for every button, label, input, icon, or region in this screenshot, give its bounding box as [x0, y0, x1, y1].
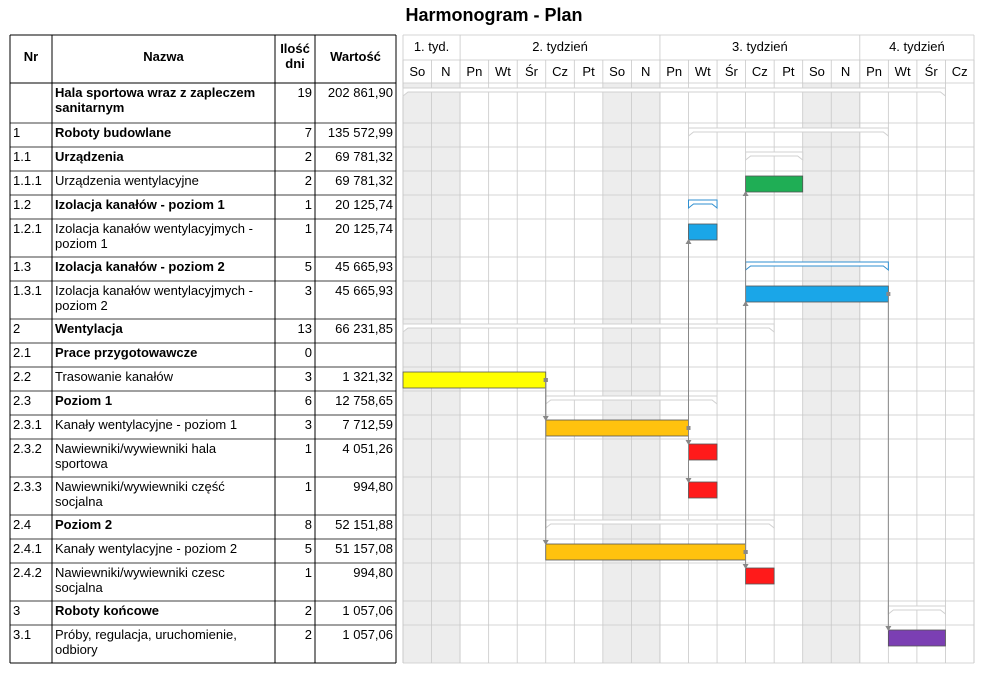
row-nr: 1.1.1: [13, 173, 42, 188]
day-label: Wt: [894, 64, 911, 79]
task-bar: [888, 630, 945, 646]
row-value: 994,80: [353, 565, 393, 580]
day-label: Wt: [494, 64, 511, 79]
dependency-arrow: [543, 540, 549, 545]
summary-bar: [888, 606, 945, 614]
header-days: Ilość dni: [280, 41, 310, 71]
header-value: Wartość: [330, 49, 381, 64]
row-days: 7: [304, 125, 312, 140]
day-label: Cz: [751, 64, 768, 79]
dependency-start: [744, 550, 748, 554]
row-value: 52 151,88: [335, 517, 393, 532]
row-days: 19: [297, 85, 312, 100]
row-days: 0: [304, 345, 312, 360]
summary-bar: [546, 396, 717, 404]
dependency-start: [886, 292, 890, 296]
summary-bar: [403, 88, 945, 96]
row-value: 69 781,32: [335, 173, 393, 188]
day-label: Pt: [582, 64, 595, 79]
day-label: N: [840, 64, 851, 79]
day-label: N: [441, 64, 451, 79]
summary-bar: [689, 200, 718, 208]
dependency-start: [544, 378, 548, 382]
summary-bar: [746, 262, 889, 270]
row-nr: [10, 83, 52, 123]
summary-bar: [689, 128, 889, 136]
row-days: 5: [304, 541, 312, 556]
page-title: Harmonogram - Plan: [405, 5, 583, 25]
day-label: Pn: [666, 64, 683, 79]
row-nr: 2.1: [13, 345, 32, 360]
dependency-start: [544, 378, 548, 382]
row-nr: 1.3.1: [13, 283, 42, 298]
row-nr: 1.2.1: [13, 221, 42, 236]
row-name: Poziom 1: [55, 393, 113, 408]
row-days: 13: [297, 321, 312, 336]
summary-bar: [546, 520, 774, 528]
weekend-shade: [432, 83, 461, 663]
row-name: Prace przygotowawcze: [55, 345, 198, 360]
row-days: 1: [304, 441, 312, 456]
row-value: 7 712,59: [342, 417, 393, 432]
dependency-start: [744, 550, 748, 554]
weekend-shade: [603, 83, 632, 663]
row-days: 3: [304, 283, 312, 298]
row-value: 20 125,74: [335, 197, 393, 212]
row-days: 5: [304, 259, 312, 274]
row-days: 1: [304, 221, 312, 236]
row-days: 6: [304, 393, 312, 408]
day-label: Pt: [782, 64, 795, 79]
week-label: 3. tydzień: [732, 39, 788, 54]
weekend-shade: [831, 83, 860, 663]
row-value: 69 781,32: [335, 149, 393, 164]
row-name: Izolacja kanałów wentylacyjmych - poziom 1: [55, 221, 253, 251]
row-name: Nawiewniki/wywiewniki hala sportowa: [55, 441, 217, 471]
row-days: 2: [304, 627, 312, 642]
weekend-shade: [803, 83, 832, 663]
row-name: Roboty budowlane: [55, 125, 172, 140]
dependency-arrow: [686, 239, 692, 244]
row-nr: 2: [13, 321, 21, 336]
row-value: 1 321,32: [342, 369, 393, 384]
row-value: 135 572,99: [327, 125, 393, 140]
row-name: Poziom 2: [55, 517, 113, 532]
task-bar: [689, 224, 718, 240]
row-nr: 1.1: [13, 149, 32, 164]
row-value: 51 157,08: [335, 541, 393, 556]
dependency-start: [744, 550, 748, 554]
week-label: 2. tydzień: [532, 39, 588, 54]
row-value: 66 231,85: [335, 321, 393, 336]
day-label: Cz: [552, 64, 568, 79]
row-value: 45 665,93: [335, 259, 393, 274]
row-days: 8: [304, 517, 312, 532]
row-name: Kanały wentylacyjne - poziom 1: [55, 417, 238, 432]
row-days: 1: [304, 479, 312, 494]
row-name: Nawiewniki/wywiewniki czesc socjalna: [55, 565, 225, 595]
day-label: So: [409, 64, 426, 79]
day-label: So: [609, 64, 626, 79]
row-name: Izolacja kanałów - poziom 1: [55, 197, 225, 212]
row-nr: 2.3.2: [13, 441, 42, 456]
row-days: 1: [304, 197, 312, 212]
row-value: 994,80: [353, 479, 393, 494]
row-nr: 2.4.1: [13, 541, 42, 556]
dependency-start: [687, 426, 691, 430]
row-value: 45 665,93: [335, 283, 393, 298]
day-label: Śr: [524, 64, 538, 79]
dependency-arrow: [686, 440, 692, 445]
dependency-start: [687, 426, 691, 430]
summary-bar: [746, 152, 803, 160]
row-nr: 1: [13, 125, 21, 140]
header-name: Nazwa: [143, 49, 184, 64]
row-nr: 1.2: [13, 197, 32, 212]
row-value: 20 125,74: [335, 221, 393, 236]
day-label: So: [809, 64, 825, 79]
row-value: 202 861,90: [327, 85, 393, 100]
day-label: N: [640, 64, 651, 79]
week-label: 1. tyd.: [413, 39, 450, 54]
row-nr: 2.2: [13, 369, 32, 384]
row-name: Próby, regulacja, uruchomienie, odbiory: [55, 627, 237, 657]
row-days: 1: [304, 565, 312, 580]
row-days: 3: [304, 417, 312, 432]
row-name: Urządzenia: [55, 149, 124, 164]
task-bar: [546, 420, 689, 436]
row-value: 1 057,06: [342, 603, 393, 618]
row-nr: 3: [13, 603, 21, 618]
row-nr: 2.3: [13, 393, 32, 408]
row-name: Hala sportowa wraz z zapleczem sanitarnym: [55, 85, 256, 115]
dependency-arrow: [743, 564, 749, 569]
dependency-arrow: [743, 191, 749, 196]
row-days: 2: [304, 603, 312, 618]
row-nr: 1.3: [13, 259, 32, 274]
row-name: Izolacja kanałów - poziom 2: [55, 259, 225, 274]
row-nr: 3.1: [13, 627, 32, 642]
day-label: Wt: [694, 64, 711, 79]
dependency-arrow: [743, 301, 749, 306]
row-days: 3: [304, 369, 312, 384]
row-name: Trasowanie kanałów: [55, 369, 174, 384]
row-name: Urządzenia wentylacyjne: [55, 173, 199, 188]
weekend-shade: [403, 83, 432, 663]
row-value: [315, 343, 396, 367]
dependency-arrow: [686, 478, 692, 483]
task-bar: [689, 444, 718, 460]
task-bar: [546, 544, 746, 560]
task-bar: [689, 482, 718, 498]
row-days: 2: [304, 149, 312, 164]
task-bar: [746, 286, 889, 302]
week-label: 4. tydzień: [889, 39, 945, 54]
day-label: Śr: [924, 64, 938, 79]
row-name: Wentylacja: [55, 321, 123, 336]
row-value: 1 057,06: [342, 627, 393, 642]
row-value: 4 051,26: [342, 441, 393, 456]
weekend-shade: [631, 83, 660, 663]
day-label: Pn: [866, 64, 883, 79]
row-name: Kanały wentylacyjne - poziom 2: [55, 541, 238, 556]
day-label: Pn: [466, 64, 483, 79]
row-nr: 2.4.2: [13, 565, 42, 580]
row-nr: 2.3.3: [13, 479, 42, 494]
row-nr: 2.4: [13, 517, 32, 532]
row-name: Nawiewniki/wywiewniki część socjalna: [55, 479, 225, 509]
task-bar: [403, 372, 546, 388]
dependency-arrow: [543, 416, 549, 421]
row-value: 12 758,65: [335, 393, 393, 408]
summary-bar: [403, 324, 774, 332]
day-label: Śr: [724, 64, 738, 79]
row-nr: 2.3.1: [13, 417, 42, 432]
row-name: Izolacja kanałów wentylacyjmych - poziom 2: [55, 283, 253, 313]
task-bar: [746, 176, 803, 192]
row-days: 2: [304, 173, 312, 188]
row-name: Roboty końcowe: [55, 603, 160, 618]
task-bar: [746, 568, 775, 584]
dependency-arrow: [885, 626, 891, 631]
dependency-start: [687, 426, 691, 430]
day-label: Cz: [951, 64, 968, 79]
header-nr: Nr: [23, 49, 39, 64]
